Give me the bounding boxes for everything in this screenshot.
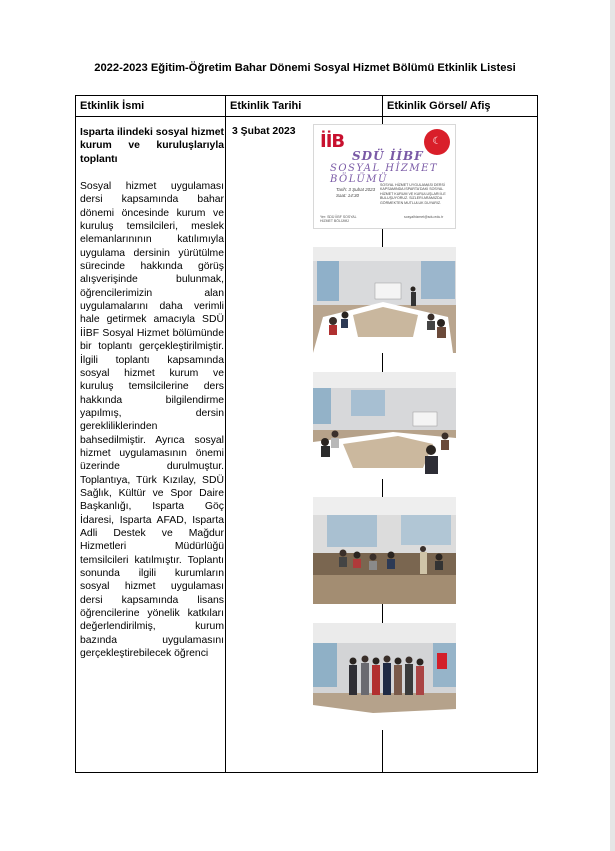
meeting-photo-4 [313,623,456,730]
meeting-photo-3 [313,497,456,604]
meeting-photo-1 [313,247,456,353]
poster-info: SOSYAL HİZMET UYGULAMASI DERSİ KAPSAMINDA ISPARTA'DAKİ SOSYAL HİZMET KURUM VE KURULUŞLARI İLE BULUŞUYORUZ. SİZLERİ ARAMIZDA GÖRMEKTEN MUTLULUK DUYARIZ. [380,183,446,205]
poster-subheading: SOSYAL HİZMET BÖLÜMÜ [330,163,439,185]
event-table [75,95,538,773]
meeting-photo-2 [313,372,456,479]
page-title: 2022-2023 Eğitim-Öğretim Bahar Dönemi Sosyal Hizmet Bölümü Etkinlik Listesi [94,62,516,74]
poster-email: sosyalhizmet@sdu.edu.tr [404,215,444,219]
event-title: Isparta ilindeki sosyal hizmet kurum ve kuruluşlarıyla toplantı [80,127,224,165]
event-poster [313,124,456,229]
poster-location: Yer: SDÜ İİBF SOSYAL HİZMET BÖLÜMÜ [320,215,357,224]
poster-heading: SDÜ İİBF [352,149,424,163]
event-body: Sosyal hizmet uygulaması dersi kapsamında bahar dönemi öncesinde kurum ve kuruluş temsilcileri, meslek elemanlarınının katılımıyla uygulama dersinin yürütülme sürecinde hakkında görüş alışverişinde bulunmak, öğrencilerimizin alan uygulamalarını daha verimli hale getirmek amacıyla SDÜ İİBF Sosyal Hizmet bölümünde bir toplantı gerçekleştirilmiştir. İlgili toplantı kapsamında sosyal hizmet kurum ve kuruluş temsilcilerine ders hakkında bilgilendirme yapılmış, dersin gerekliliklerinden bahsedilmiştir. Ayrıca sosyal hizmet uygulamasının önemi üzerinde durulmuştur. Toplantıya, Türk Kızılay, SDÜ Sağlık, Kültür ve Spor Daire Başkanlığı, Isparta Göç İdaresi, Isparta AFAD, Isparta Adli Destek ve Mağdur Hizmetleri Müdürlüğü temsilcileri katılmıştır. Toplantı sonunda ilgili kurumların sosyal hizmet uygulaması dersi kapsamında lisans öğrencilerine yönelik katkıları değerlendirilmiş, kurum bazında uygulamasını gerçekleştirebilecek öğrenci [80,181,224,660]
header-event-visual: Etkinlik Görsel/ Afiş [387,100,491,112]
header-divider [76,116,537,117]
red-crescent-logo-icon: ☾ [424,129,450,155]
page-edge [610,0,615,851]
poster-datetime: Tarih: 3 Şubat 2023 Saat: 14:30 [336,187,376,198]
column-divider [225,96,226,772]
header-event-name: Etkinlik İsmi [80,100,145,112]
poster-logo: İİB [320,131,345,152]
event-description-cell [80,126,224,660]
header-event-date: Etkinlik Tarihi [230,100,302,112]
event-date: 3 Şubat 2023 [232,126,296,137]
